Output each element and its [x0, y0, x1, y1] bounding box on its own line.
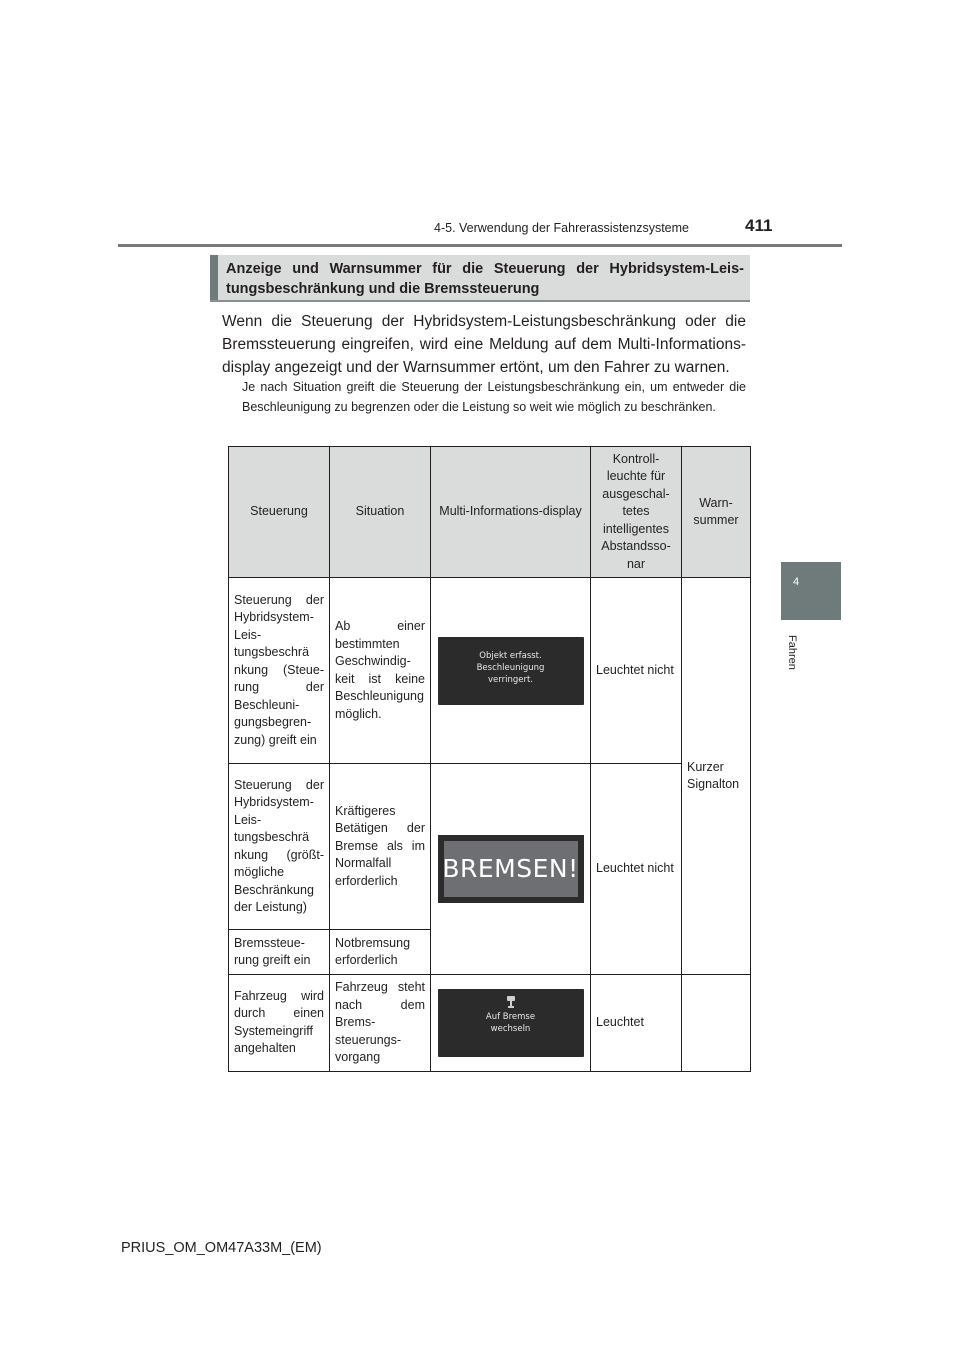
table-header-row — [229, 447, 751, 578]
display-line: verringert. — [487, 674, 533, 685]
table-row — [229, 764, 751, 930]
row1-situation: Ab einer bestimmten Geschwindigkeit ist keine Beschleunigung möglich. — [330, 578, 431, 764]
row2-control: Steuerung der Hybridsystem-Leistungsbeschrä nkung (größtmögliche Beschränkung der Leistung) — [229, 764, 330, 930]
display-switch-to-brake — [438, 989, 584, 1057]
row4-indicator: Leuchtet — [591, 975, 682, 1072]
row3-control: Bremssteuerung greift ein — [229, 930, 330, 975]
row2-situation: Kräftigeres Betätigen der Bremse als im Normalfall erforderlich — [330, 764, 431, 930]
header-control: Steuerung — [229, 447, 330, 578]
table-row — [229, 975, 751, 1072]
note-paragraph: Je nach Situation greift die Steuerung der Leistungsbeschränkung ein, um entweder die Beschleunigung zu begrenzen oder die Leistung so weit wie möglich zu beschränken. — [242, 380, 746, 414]
header-buzzer: Warn-summer — [682, 447, 751, 578]
header-indicator: Kontroll-leuchte für ausgeschal-tetes intelligentes Abstandsso-nar — [591, 447, 682, 578]
section-heading-bar — [210, 255, 218, 300]
display-object-detected — [438, 637, 584, 705]
header-rule — [118, 244, 842, 247]
chapter-tab-number: 4 — [793, 576, 800, 588]
section-heading-text: Anzeige und Warnsummer für die Steuerung der Hybridsystem-Leistungsbeschränkung und die Bremssteuerung — [226, 261, 744, 297]
header-display: Multi-Informations-display — [431, 447, 591, 578]
chapter-tab — [781, 562, 841, 620]
row4-buzzer-empty — [682, 975, 751, 1072]
row4-situation: Fahrzeug steht nach dem Bremssteuerungsvorgang — [330, 975, 431, 1072]
brake-pedal-icon — [504, 995, 518, 1009]
control-warning-table — [228, 446, 751, 1072]
row2-indicator: Leuchtet nicht — [591, 764, 682, 975]
header-situation: Situation — [330, 447, 431, 578]
running-header-section: 4-5. Verwendung der Fahrerassistenzsysteme — [434, 221, 689, 235]
row1-control: Steuerung der Hybridsystem-Leistungsbeschrä nkung (Steuerung der Beschleunigungsbegrenzung) greift ein — [229, 578, 330, 764]
display-line: Objekt erfasst. — [479, 650, 542, 661]
section-heading — [210, 255, 750, 302]
row1-display-cell — [431, 578, 591, 764]
intro-paragraph: Wenn die Steuerung der Hybridsystem-Leistungsbeschränkung oder die Bremssteuerung eingreifen, wird eine Meldung auf dem Multi-Informationsdisplay angezeigt und der Warnsummer ertönt, um den Fahrer zu warnen. — [222, 313, 746, 376]
row2-display-cell — [431, 764, 591, 975]
row4-display-cell — [431, 975, 591, 1072]
display-line: wechseln — [490, 1023, 531, 1034]
row1-indicator: Leuchtet nicht — [591, 578, 682, 764]
chapter-tab-label: Fahren — [786, 635, 798, 670]
page-number: 411 — [745, 216, 773, 235]
display-line: Beschleunigung — [476, 662, 545, 673]
table-row — [229, 578, 751, 764]
document-footer: PRIUS_OM_OM47A33M_(EM) — [121, 1240, 322, 1256]
display-brake-warning — [438, 835, 584, 903]
display-brake-text: BREMSEN! — [444, 841, 578, 897]
row4-control: Fahrzeug wird durch einen Systemeingriff angehalten — [229, 975, 330, 1072]
row3-situation: Notbremsung erforderlich — [330, 930, 431, 975]
buzzer-cell: Kurzer Signalton — [682, 578, 751, 975]
display-line: Auf Bremse — [485, 1011, 536, 1022]
